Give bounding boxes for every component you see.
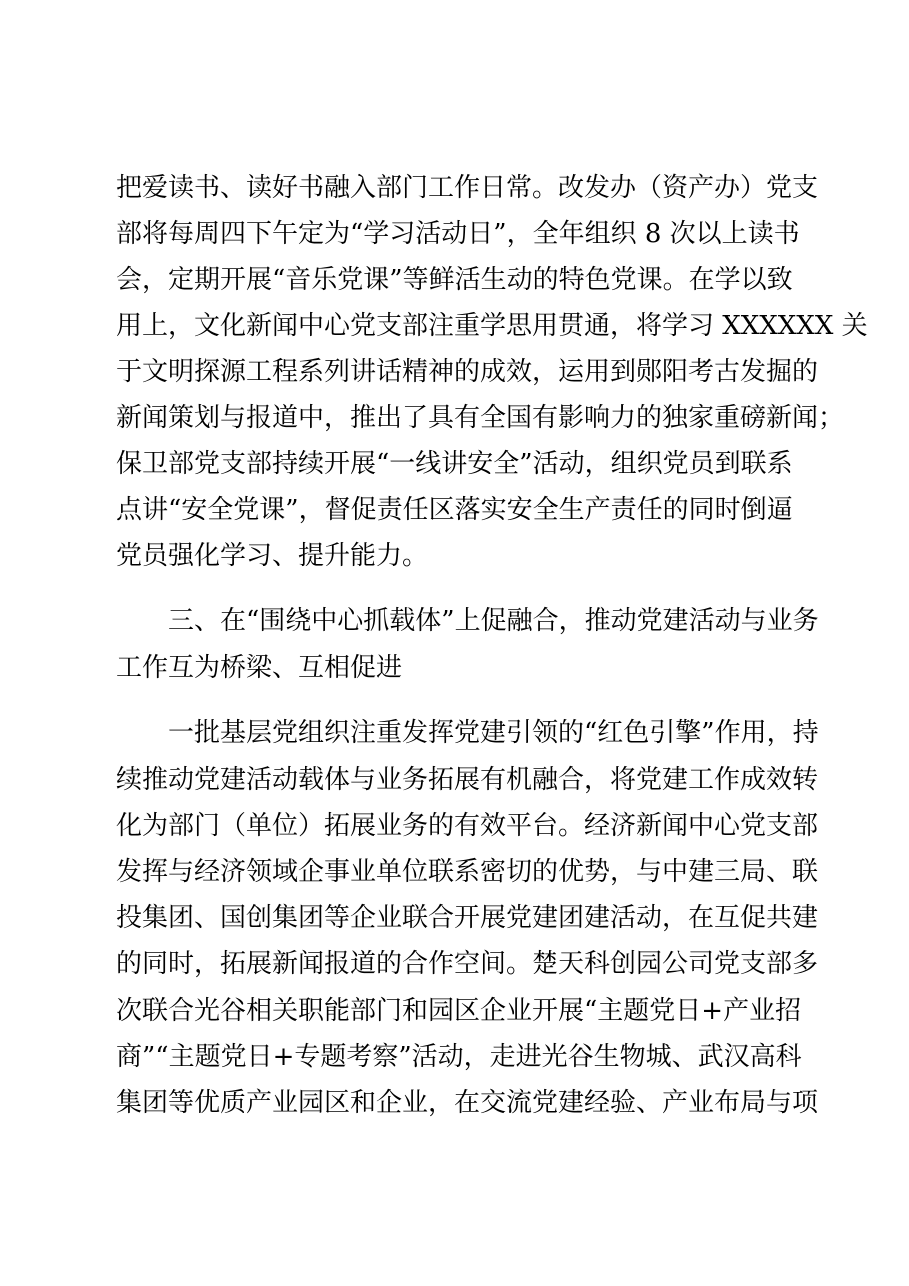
text-line: 一批基层党组织注重发挥党建引领的“红色引擎”作用，持 [168, 718, 819, 748]
heading-line: 三、在“围绕中心抓载体”上促融合，推动党建活动与业务 [168, 606, 819, 636]
text-line: 部将每周四下午定为“学习活动日”，全年组织 8 次以上读书 [116, 219, 800, 249]
text-line: 次联合光谷相关职能部门和园区企业开展“主题党日+产业招 [116, 996, 802, 1026]
text-line: 新闻策划与报道中，推出了具有全国有影响力的独家重磅新闻； [116, 403, 845, 433]
text-line: 商”“主题党日+专题考察”活动，走进光谷生物城、武汉高科 [116, 1042, 802, 1072]
text-line: 会，定期开展“音乐党课”等鲜活生动的特色党课。在学以致 [116, 265, 793, 295]
text-line: 投集团、国创集团等企业联合开展党建团建活动，在互促共建 [116, 903, 819, 933]
text-line: 党员强化学习、提升能力。 [116, 541, 429, 571]
text-line: 把爱读书、读好书融入部门工作日常。改发办（资产办）党支 [116, 173, 819, 203]
text-line: 发挥与经济领域企事业单位联系密切的优势，与中建三局、联 [116, 857, 819, 887]
text-line: 点讲“安全党课”，督促责任区落实安全生产责任的同时倒逼 [116, 495, 793, 525]
text-line: 于文明探源工程系列讲话精神的成效，运用到郧阳考古发掘的 [116, 357, 819, 387]
text-line: 的同时，拓展新闻报道的合作空间。楚天科创园公司党支部多 [116, 949, 819, 979]
text-line: 化为部门（单位）拓展业务的有效平台。经济新闻中心党支部 [116, 811, 819, 841]
text-line: 保卫部党支部持续开展“一线讲安全”活动，组织党员到联系 [116, 449, 793, 479]
text-line: 用上，文化新闻中心党支部注重学思用贯通，将学习 XXXXXX 关 [116, 311, 868, 341]
heading-line: 工作互为桥梁、互相促进 [116, 653, 403, 683]
text-line: 续推动党建活动载体与业务拓展有机融合，将党建工作成效转 [116, 765, 819, 795]
text-line: 集团等优质产业园区和企业，在交流党建经验、产业布局与项 [116, 1088, 819, 1118]
